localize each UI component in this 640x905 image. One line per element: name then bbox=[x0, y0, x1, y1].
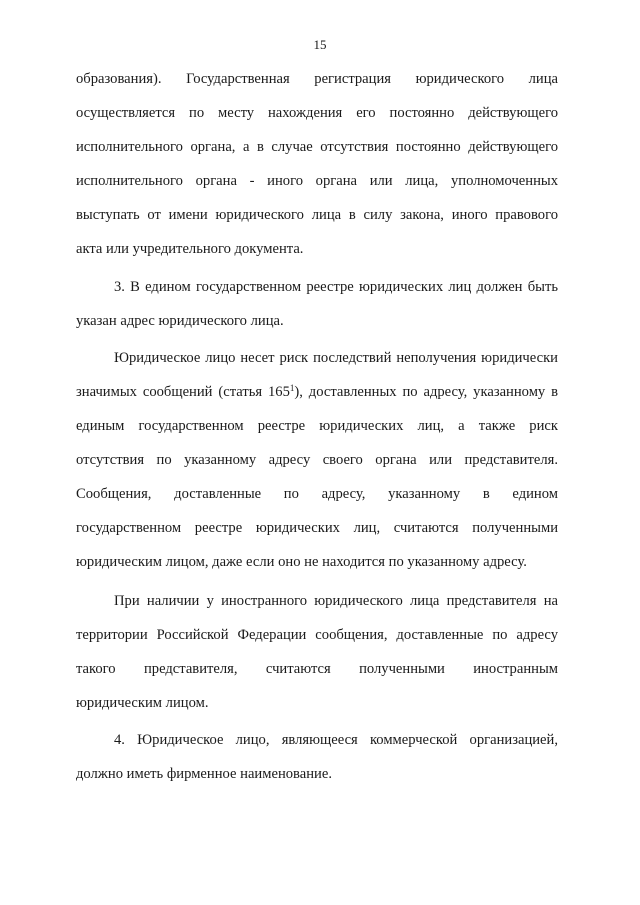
text-line: выступать от имени юридического лица в силу закона, иного правового bbox=[76, 207, 558, 223]
paragraph-item-4 bbox=[76, 723, 558, 791]
text-line: акта или учредительного документа. bbox=[76, 241, 304, 257]
paragraph-risk bbox=[76, 341, 558, 579]
page-number: 15 bbox=[313, 37, 327, 52]
text-line: Юридическое лицо несет риск последствий неполучения юридически bbox=[114, 350, 558, 366]
text-fragment: ), доставленных по адресу, указанному в bbox=[294, 384, 559, 400]
text-line: юридическим лицом. bbox=[76, 695, 209, 711]
text-line bbox=[76, 375, 558, 409]
text-line: 4. Юридическое лицо, являющееся коммерческой организацией, bbox=[114, 732, 558, 748]
text-line: такого представителя, считаются полученными иностранным bbox=[76, 661, 558, 677]
text-fragment: значимых сообщений (статья 165 bbox=[76, 384, 290, 400]
text-line: исполнительного органа - иного органа или лица, уполномоченных bbox=[76, 173, 558, 189]
text-line: 3. В едином государственном реестре юридических лиц должен быть bbox=[114, 279, 558, 295]
footnote-superscript: 1 bbox=[289, 383, 295, 393]
paragraph-foreign-entity bbox=[76, 584, 558, 720]
text-line: юридическим лицом, даже если оно не находится по указанному адресу. bbox=[76, 554, 527, 570]
text-line: должно иметь фирменное наименование. bbox=[76, 766, 332, 782]
text-line: территории Российской Федерации сообщения, доставленные по адресу bbox=[76, 627, 558, 643]
text-line: отсутствия по указанному адресу своего органа или представителя. bbox=[76, 452, 558, 468]
text-line: образования). Государственная регистрация юридического лица bbox=[76, 71, 558, 87]
text-line: исполнительного органа, а в случае отсутствия постоянно действующего bbox=[76, 139, 558, 155]
text-line: указан адрес юридического лица. bbox=[76, 313, 284, 329]
paragraph-item-3 bbox=[76, 270, 558, 338]
paragraph-registration bbox=[76, 62, 558, 266]
text-line: При наличии у иностранного юридического лица представителя на bbox=[114, 593, 558, 609]
text-line: единым государственном реестре юридических лиц, а также риск bbox=[76, 418, 558, 434]
text-line: государственном реестре юридических лиц, считаются полученными bbox=[76, 520, 558, 536]
text-line: Сообщения, доставленные по адресу, указанному в едином bbox=[76, 486, 558, 502]
text-line: осуществляется по месту нахождения его постоянно действующего bbox=[76, 105, 558, 121]
